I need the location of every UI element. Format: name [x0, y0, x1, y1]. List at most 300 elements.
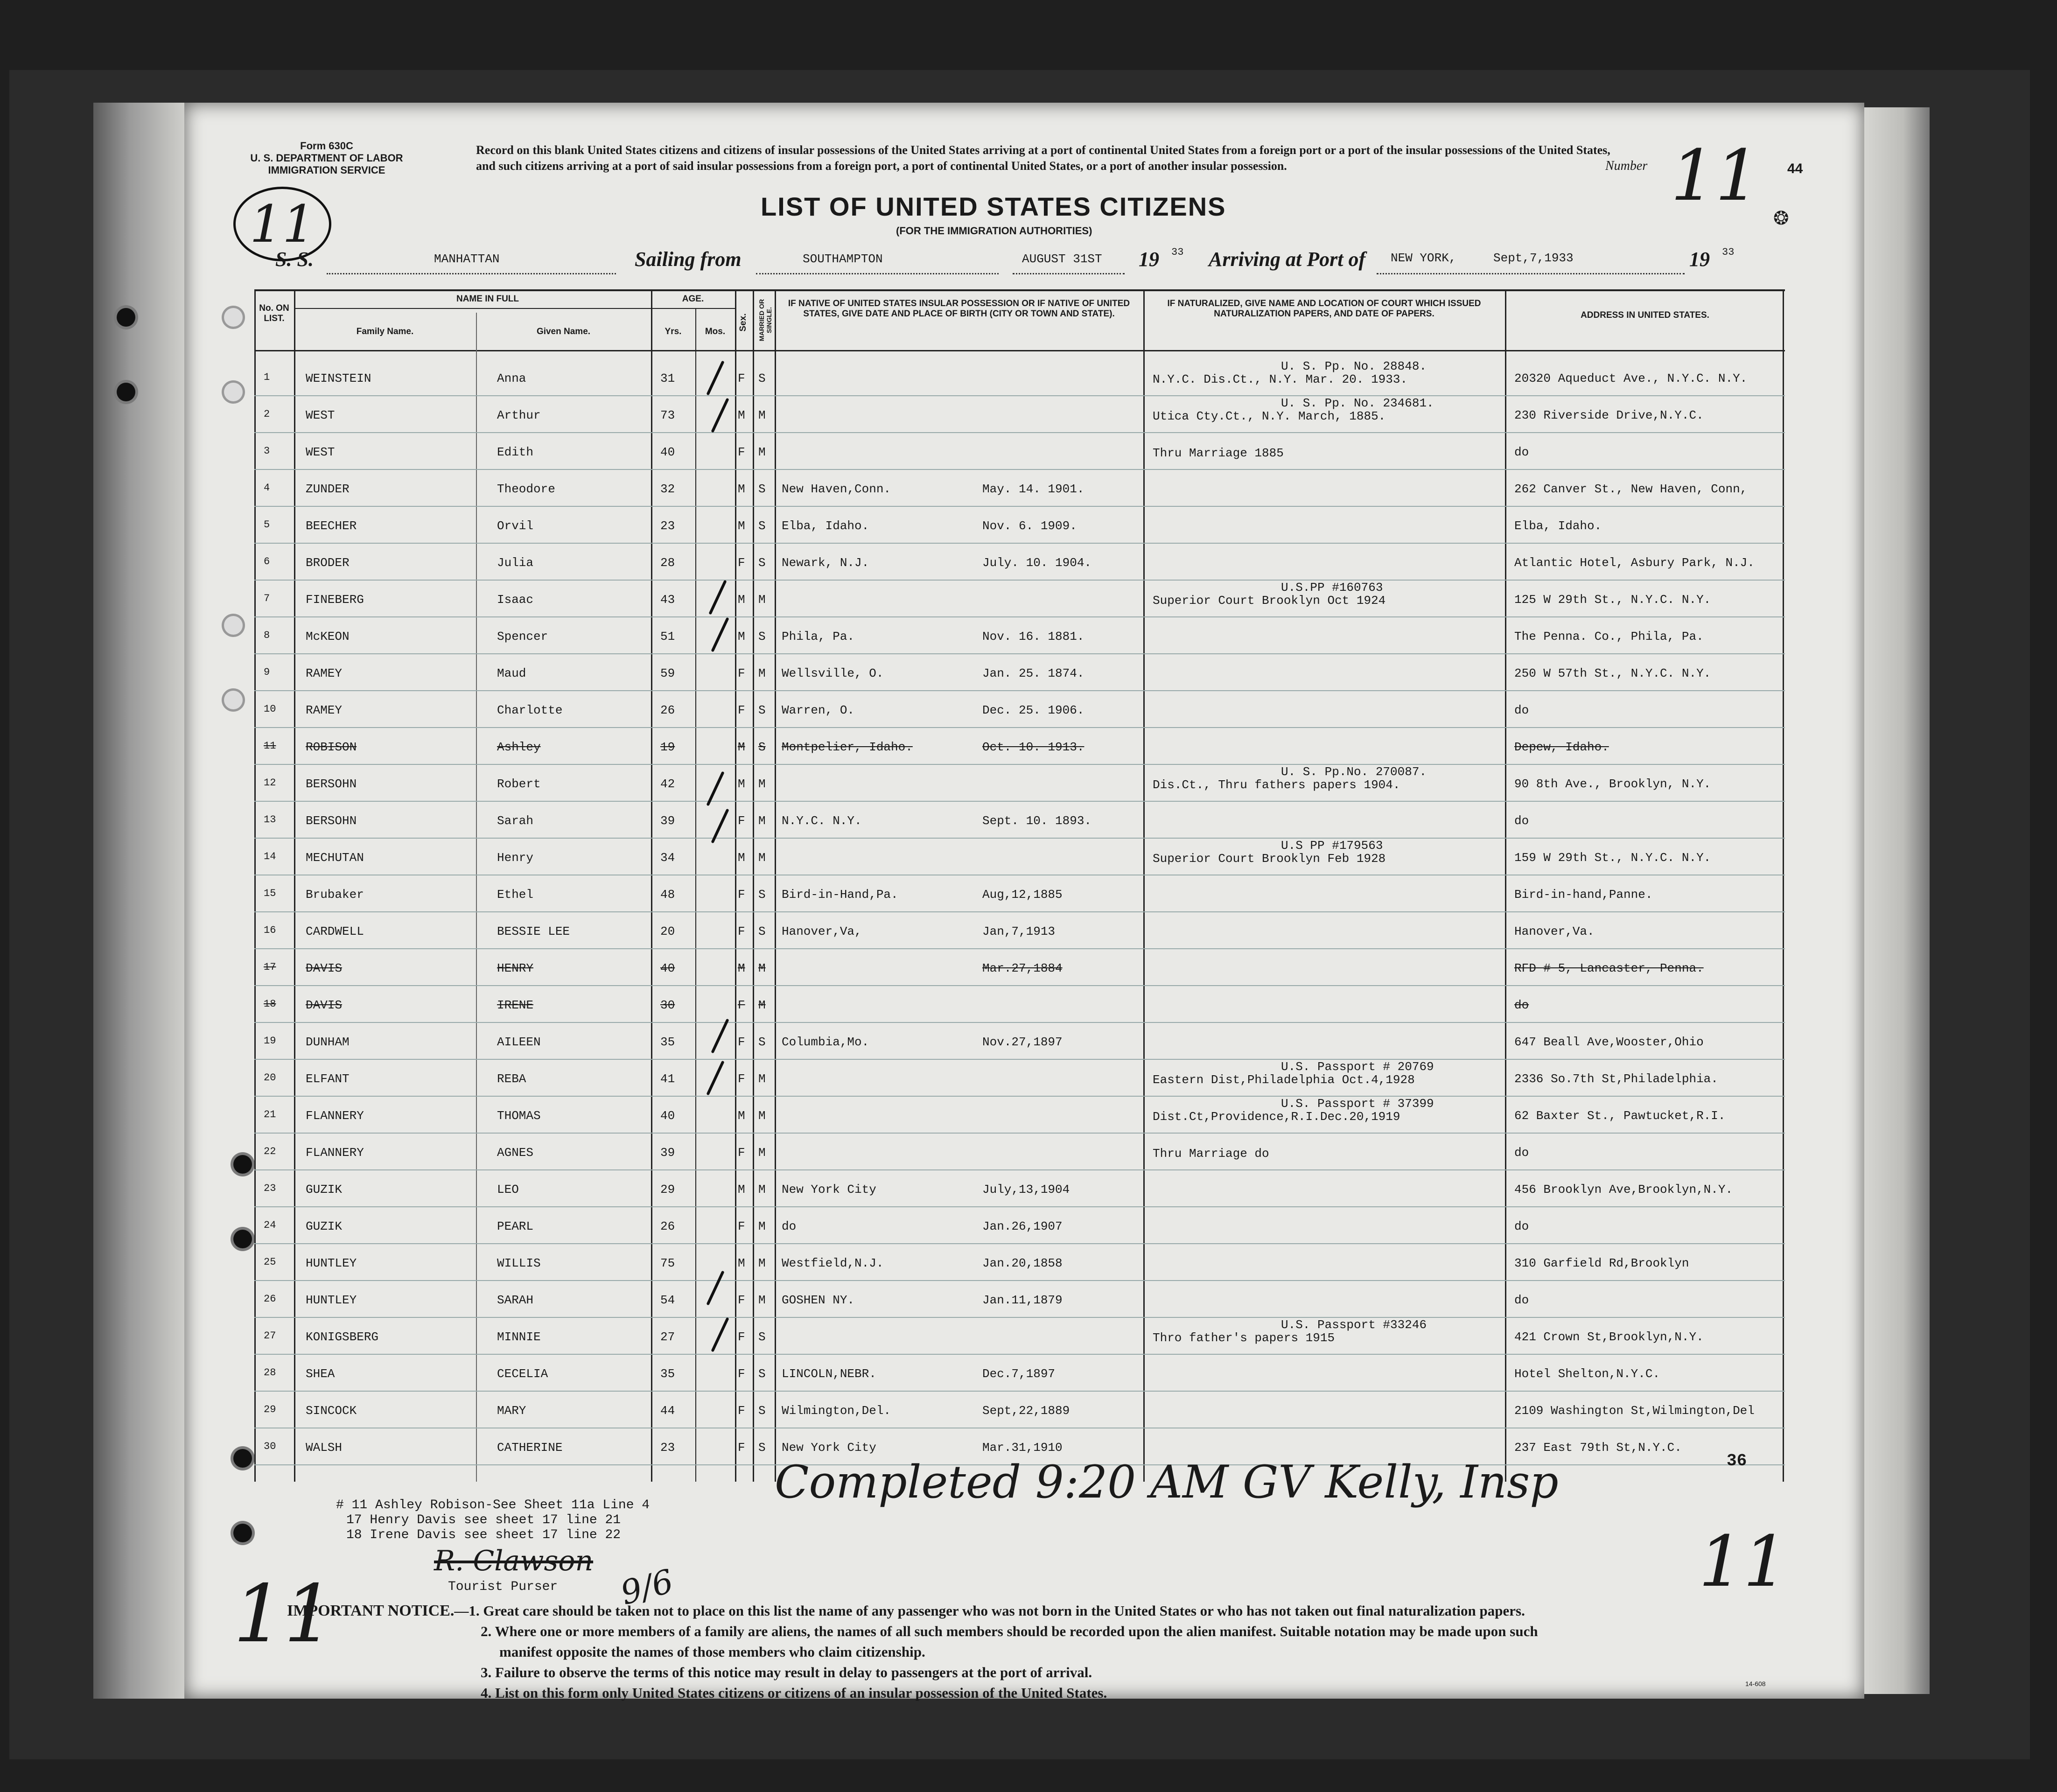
birth-date: Aug,12,1885: [982, 888, 1063, 902]
birth-date: Nov. 16. 1881.: [982, 630, 1084, 644]
marital-status: M: [758, 408, 766, 422]
marital-status: M: [758, 998, 766, 1012]
ss-label: S. S.: [275, 248, 314, 271]
punch-hole: [233, 1230, 252, 1248]
marital-status: S: [758, 556, 766, 570]
family-name: DUNHAM: [306, 1035, 350, 1049]
age-years: 35: [660, 1367, 675, 1381]
table-row: [254, 765, 1785, 801]
notice-block: [287, 1601, 1538, 1703]
family-name: MECHUTAN: [306, 851, 364, 865]
table-row: [254, 1023, 1785, 1059]
sailing-year: 33: [1171, 246, 1184, 258]
given-name: CATHERINE: [497, 1441, 563, 1455]
row-number: 9: [264, 666, 270, 678]
row-number: 26: [264, 1293, 276, 1305]
age-years: 41: [660, 1072, 675, 1086]
address: Hanover,Va.: [1514, 924, 1595, 938]
birth-place: Montpelier, Idaho.: [782, 740, 913, 754]
age-years: 23: [660, 1441, 675, 1455]
address: do: [1514, 703, 1529, 717]
sex: F: [738, 1035, 745, 1049]
footnote-2: 17 Henry Davis see sheet 17 line 21: [346, 1513, 621, 1527]
arriving-year-prefix: 19: [1689, 248, 1710, 271]
row-number: 6: [264, 556, 270, 567]
left-sheet-mark: 11: [233, 1568, 335, 1660]
table-row: [254, 359, 1785, 396]
row-number: 20: [264, 1072, 276, 1084]
age-years: 31: [660, 371, 675, 385]
punch-hole: [233, 1524, 252, 1542]
footnotes: [336, 1498, 650, 1543]
address: RFD # 5, Lancaster, Penna.: [1514, 961, 1704, 975]
birth-place: Newark, N.J.: [782, 556, 869, 570]
punch-hole: [224, 616, 243, 635]
given-name: BESSIE LEE: [497, 924, 570, 938]
row-number: 25: [264, 1256, 276, 1268]
family-name: ZUNDER: [306, 482, 350, 496]
col-age: AGE.: [682, 294, 704, 304]
table-row: [254, 396, 1785, 433]
table-row: [254, 544, 1785, 580]
address: 250 W 57th St., N.Y.C. N.Y.: [1514, 666, 1711, 680]
sex: M: [738, 630, 745, 644]
print-code: 14-608: [1745, 1680, 1766, 1687]
given-name: Maud: [497, 666, 526, 680]
arriving-line: [1377, 264, 1685, 274]
birth-place: New York City: [782, 1183, 876, 1197]
birth-place: Phila, Pa.: [782, 630, 855, 644]
family-name: WALSH: [306, 1441, 343, 1455]
naturalization-line-2: Superior Court Brooklyn Oct 1924: [1153, 594, 1386, 608]
table-row: [254, 654, 1785, 691]
marital-status: S: [758, 630, 766, 644]
table-row: [254, 949, 1785, 986]
naturalization-line-2: Superior Court Brooklyn Feb 1928: [1153, 852, 1386, 866]
row-number: 27: [264, 1330, 276, 1342]
sex: F: [738, 1219, 745, 1233]
address: 20320 Aqueduct Ave., N.Y.C. N.Y.: [1514, 371, 1748, 385]
row-number: 17: [264, 961, 276, 973]
marital-status: M: [758, 1183, 766, 1197]
notice-2b: manifest opposite the names of those members who claim citizenship.: [499, 1644, 925, 1660]
address: do: [1514, 1146, 1529, 1160]
given-name: WILLIS: [497, 1256, 541, 1270]
sex: F: [738, 924, 745, 938]
circled-sheet-number: 11: [233, 187, 331, 261]
table-row: [254, 433, 1785, 469]
given-name: LEO: [497, 1183, 519, 1197]
birth-place: N.Y.C. N.Y.: [782, 814, 862, 828]
birth-date: Sept,22,1889: [982, 1404, 1070, 1418]
punch-hole: [224, 691, 243, 709]
birth-date: May. 14. 1901.: [982, 482, 1084, 496]
given-name: MINNIE: [497, 1330, 541, 1344]
marital-status: M: [758, 1072, 766, 1086]
sex: M: [738, 961, 745, 975]
table-row: [254, 875, 1785, 912]
birth-date: Jan. 25. 1874.: [982, 666, 1084, 680]
notice-1: —1. Great care should be taken not to place on this list the name of any passenger who was not born in the United States or who has not taken out final naturalization papers.: [454, 1603, 1525, 1619]
given-name: Robert: [497, 777, 541, 791]
sailing-year-prefix: 19: [1139, 248, 1159, 271]
given-name: CECELIA: [497, 1367, 548, 1381]
family-name: FLANNERY: [306, 1109, 364, 1123]
naturalization-line-1: U.S.PP #160763: [1281, 581, 1383, 595]
birth-place: Elba, Idaho.: [782, 519, 869, 533]
age-years: 39: [660, 1146, 675, 1160]
naturalization-line-2: Eastern Dist,Philadelphia Oct.4,1928: [1153, 1073, 1415, 1087]
family-name: KONIGSBERG: [306, 1330, 379, 1344]
family-name: ROBISON: [306, 740, 357, 754]
age-years: 75: [660, 1256, 675, 1270]
family-name: ELFANT: [306, 1072, 350, 1086]
address: 647 Beall Ave,Wooster,Ohio: [1514, 1035, 1704, 1049]
age-years: 44: [660, 1404, 675, 1418]
given-name: HENRY: [497, 961, 534, 975]
birth-date: Oct. 10. 1913.: [982, 740, 1084, 754]
given-name: IRENE: [497, 998, 534, 1012]
age-years: 34: [660, 851, 675, 865]
sex: M: [738, 1256, 745, 1270]
marital-status: S: [758, 482, 766, 496]
birth-date: Sept. 10. 1893.: [982, 814, 1092, 828]
col-yrs: Yrs.: [665, 327, 682, 336]
sex: M: [738, 593, 745, 607]
birth-date: Mar.27,1884: [982, 961, 1063, 975]
col-address: ADDRESS IN UNITED STATES.: [1581, 310, 1709, 320]
table-row: [254, 802, 1785, 838]
table-row: [254, 1392, 1785, 1428]
age-years: 29: [660, 1183, 675, 1197]
given-name: MARY: [497, 1404, 526, 1418]
address: 456 Brooklyn Ave,Brooklyn,N.Y.: [1514, 1183, 1733, 1197]
age-years: 43: [660, 593, 675, 607]
row-number: 15: [264, 888, 276, 899]
marital-status: M: [758, 666, 766, 680]
col-birth: IF NATIVE OF UNITED STATES INSULAR POSSESSION OR IF NATIVE OF UNITED STATES, GIVE DATE AND PLACE OF BIRTH (CITY OR TOWN AND STATE).: [788, 299, 1130, 319]
family-name: WEST: [306, 445, 335, 459]
address: 230 Riverside Drive,N.Y.C.: [1514, 408, 1704, 422]
family-name: BRODER: [306, 556, 350, 570]
row-number: 22: [264, 1146, 276, 1157]
family-name: BERSOHN: [306, 777, 357, 791]
naturalization-line-1: U.S. Passport # 20769: [1281, 1060, 1434, 1074]
punch-hole: [224, 383, 243, 401]
col-family-name: Family Name.: [356, 327, 414, 336]
given-name: Henry: [497, 851, 534, 865]
naturalization-line-1: U.S. Passport #33246: [1281, 1318, 1427, 1332]
row-number: 4: [264, 482, 270, 494]
table-row: [254, 581, 1785, 617]
family-name: DAVIS: [306, 998, 343, 1012]
completed-note: Completed 9:20 AM GV Kelly, Insp: [775, 1456, 1559, 1508]
naturalization-line-1: U. S. Pp. No. 28848.: [1281, 359, 1427, 373]
address: Depew, Idaho.: [1514, 740, 1609, 754]
sex: F: [738, 1293, 745, 1307]
number-label: Number: [1605, 159, 1648, 173]
naturalization-line-2: Thru Marriage 1885: [1153, 446, 1284, 460]
birth-place: do: [782, 1219, 797, 1233]
sex: M: [738, 519, 745, 533]
sailing-date: AUGUST 31ST: [1022, 252, 1102, 266]
birth-place: New Haven,Conn.: [782, 482, 891, 496]
birth-place: LINCOLN,NEBR.: [782, 1367, 876, 1381]
family-name: GUZIK: [306, 1183, 343, 1197]
marital-status: M: [758, 961, 766, 975]
footnote-3: 18 Irene Davis see sheet 17 line 22: [346, 1528, 621, 1542]
notice-4: 4. List on this form only United States citizens or citizens of an insular possession of the United States.: [481, 1685, 1107, 1701]
row-number: 30: [264, 1441, 276, 1452]
stamp-icon: ❂: [1773, 208, 1789, 229]
row-number: 1: [264, 371, 270, 383]
naturalization-line-1: U. S. Pp.No. 270087.: [1281, 765, 1427, 779]
page-stamp: 44: [1787, 161, 1803, 176]
naturalization-line-2: Thro father's papers 1915: [1153, 1331, 1335, 1345]
birth-date: Jan,7,1913: [982, 924, 1056, 938]
number-value: 11: [1671, 135, 1760, 217]
row-number: 8: [264, 630, 270, 641]
punch-hole: [117, 308, 135, 327]
age-years: 48: [660, 888, 675, 902]
naturalization-line-1: U.S PP #179563: [1281, 839, 1383, 853]
row-number: 10: [264, 703, 276, 715]
given-name: Edith: [497, 445, 534, 459]
given-name: AGNES: [497, 1146, 534, 1160]
table-row: [254, 728, 1785, 764]
age-years: 20: [660, 924, 675, 938]
birth-date: July. 10. 1904.: [982, 556, 1092, 570]
row-number: 2: [264, 408, 270, 420]
age-years: 40: [660, 1109, 675, 1123]
marital-status: S: [758, 888, 766, 902]
table-row: [254, 507, 1785, 543]
inspector-initials: 9/6: [616, 1561, 678, 1613]
marital-status: M: [758, 1293, 766, 1307]
given-name: THOMAS: [497, 1109, 541, 1123]
age-years: 73: [660, 408, 675, 422]
table-row: [254, 912, 1785, 949]
row-number: 24: [264, 1219, 276, 1231]
birth-date: Nov.27,1897: [982, 1035, 1063, 1049]
given-name: SARAH: [497, 1293, 534, 1307]
marital-status: S: [758, 519, 766, 533]
sex: M: [738, 740, 745, 754]
address: The Penna. Co., Phila, Pa.: [1514, 630, 1704, 644]
address: Atlantic Hotel, Asbury Park, N.J.: [1514, 556, 1755, 570]
row-number: 18: [264, 998, 276, 1010]
address: 421 Crown St,Brooklyn,N.Y.: [1514, 1330, 1704, 1344]
age-years: 27: [660, 1330, 675, 1344]
table-row: [254, 1170, 1785, 1207]
sex: F: [738, 998, 745, 1012]
ship-name: MANHATTAN: [434, 252, 500, 266]
age-years: 32: [660, 482, 675, 496]
col-mos: Mos.: [705, 327, 726, 336]
marital-status: S: [758, 703, 766, 717]
address: do: [1514, 1293, 1529, 1307]
address: 2336 So.7th St,Philadelphia.: [1514, 1072, 1718, 1086]
address: Bird-in-hand,Panne.: [1514, 888, 1653, 902]
sex: F: [738, 666, 745, 680]
family-name: FINEBERG: [306, 593, 364, 607]
purser-title: Tourist Purser: [448, 1580, 558, 1594]
given-name: Orvil: [497, 519, 534, 533]
table-row: [254, 1244, 1785, 1281]
punch-hole: [233, 1155, 252, 1174]
col-no: No. ON LIST.: [259, 303, 289, 323]
table-row: [254, 691, 1785, 728]
address: 310 Garfield Rd,Brooklyn: [1514, 1256, 1689, 1270]
age-years: 40: [660, 961, 675, 975]
birth-date: Mar.31,1910: [982, 1441, 1063, 1455]
address: 62 Baxter St., Pawtucket,R.I.: [1514, 1109, 1726, 1123]
form-header: [219, 140, 434, 176]
row-number: 29: [264, 1404, 276, 1415]
marital-status: M: [758, 1109, 766, 1123]
age-years: 35: [660, 1035, 675, 1049]
birth-date: Jan.11,1879: [982, 1293, 1063, 1307]
given-name: Anna: [497, 371, 526, 385]
address: 262 Canver St., New Haven, Conn,: [1514, 482, 1748, 496]
family-name: Brubaker: [306, 888, 364, 902]
naturalization-line-1: U.S. Passport # 37399: [1281, 1097, 1434, 1111]
marital-status: M: [758, 1219, 766, 1233]
punch-hole: [224, 308, 243, 327]
sex: M: [738, 851, 745, 865]
marital-status: M: [758, 445, 766, 459]
sex: F: [738, 445, 745, 459]
age-years: 30: [660, 998, 675, 1012]
service-line: IMMIGRATION SERVICE: [268, 164, 385, 176]
address: 159 W 29th St., N.Y.C. N.Y.: [1514, 851, 1711, 865]
address: Elba, Idaho.: [1514, 519, 1602, 533]
table-row: [254, 1134, 1785, 1170]
birth-place: Hanover,Va,: [782, 924, 862, 938]
given-name: Spencer: [497, 630, 548, 644]
marital-status: M: [758, 814, 766, 828]
notice-2a: 2. Where one or more members of a family are aliens, the names of all such members should be recorded upon the alien manifest. Suitable notation may be made upon such: [481, 1623, 1538, 1639]
col-given-name: Given Name.: [536, 327, 591, 336]
naturalization-line-2: N.Y.C. Dis.Ct., N.Y. Mar. 20. 1933.: [1153, 372, 1408, 386]
birth-date: Dec. 25. 1906.: [982, 703, 1084, 717]
age-years: 40: [660, 445, 675, 459]
address: Hotel Shelton,N.Y.C.: [1514, 1367, 1660, 1381]
age-years: 23: [660, 519, 675, 533]
family-name: WEST: [306, 408, 335, 422]
row-number: 16: [264, 924, 276, 936]
family-name: DAVIS: [306, 961, 343, 975]
row-number: 13: [264, 814, 276, 826]
purser-signature: R. Clawson: [434, 1545, 594, 1577]
notice-3: 3. Failure to observe the terms of this notice may result in delay to passengers at the port of arrival.: [481, 1664, 1092, 1680]
row-number: 12: [264, 777, 276, 789]
naturalization-line-2: Thru Marriage do: [1153, 1147, 1269, 1161]
sex: M: [738, 777, 745, 791]
birth-place: GOSHEN NY.: [782, 1293, 855, 1307]
sex: F: [738, 814, 745, 828]
sex: F: [738, 1330, 745, 1344]
sex: M: [738, 1109, 745, 1123]
row-number: 11: [264, 740, 276, 752]
age-years: 39: [660, 814, 675, 828]
table-row: [254, 1097, 1785, 1133]
marital-status: S: [758, 740, 766, 754]
address: do: [1514, 814, 1529, 828]
given-name: Ethel: [497, 888, 534, 902]
given-name: REBA: [497, 1072, 526, 1086]
table-row: [254, 1318, 1785, 1354]
row-number: 23: [264, 1183, 276, 1194]
birth-place: Columbia,Mo.: [782, 1035, 869, 1049]
sex: M: [738, 408, 745, 422]
arriving-year: 33: [1722, 246, 1735, 258]
list-title: LIST OF UNITED STATES CITIZENS: [761, 192, 1226, 221]
marital-status: S: [758, 1441, 766, 1455]
punch-hole: [117, 383, 135, 401]
age-years: 51: [660, 630, 675, 644]
table-row: [254, 617, 1785, 654]
marital-status: S: [758, 1035, 766, 1049]
marital-status: M: [758, 1146, 766, 1160]
marital-status: S: [758, 924, 766, 938]
address: do: [1514, 445, 1529, 459]
sex: F: [738, 1441, 745, 1455]
col-married: MARRIED OR SINGLE.: [758, 299, 773, 342]
row-number: 7: [264, 593, 270, 604]
sailing-port: SOUTHAMPTON: [803, 252, 883, 266]
age-years: 42: [660, 777, 675, 791]
family-name: FLANNERY: [306, 1146, 364, 1160]
address: 2109 Washington St,Wilmington,Del: [1514, 1404, 1755, 1418]
record-instructions: Record on this blank United States citizens and citizens of insular possessions of the United States arriving at a port of continental United States from a foreign port or a port of the insular possessions of the United States, and such citizens arriving at a port of said insular possessions from a foreign port, a port of continental United States, or a port of another insular possession.: [476, 143, 1610, 173]
sex: F: [738, 1072, 745, 1086]
family-name: BERSOHN: [306, 814, 357, 828]
row-number: 14: [264, 851, 276, 862]
given-name: Julia: [497, 556, 534, 570]
given-name: Charlotte: [497, 703, 563, 717]
table-row: [254, 1207, 1785, 1244]
given-name: Sarah: [497, 814, 534, 828]
passenger-table: [254, 289, 1785, 1484]
table-row: [254, 1060, 1785, 1096]
family-name: RAMEY: [306, 666, 343, 680]
address: 90 8th Ave., Brooklyn, N.Y.: [1514, 777, 1711, 791]
sex: F: [738, 888, 745, 902]
birth-place: New York City: [782, 1441, 876, 1455]
table-row: [254, 470, 1785, 506]
col-naturalized: IF NATURALIZED, GIVE NAME AND LOCATION OF COURT WHICH ISSUED NATURALIZATION PAPERS, AND DATE OF PAPERS.: [1167, 299, 1481, 319]
footnote-1: # 11 Ashley Robison-See Sheet 11a Line 4: [336, 1498, 650, 1512]
age-years: 26: [660, 703, 675, 717]
marital-status: S: [758, 371, 766, 385]
family-name: WEINSTEIN: [306, 371, 371, 385]
family-name: McKEON: [306, 630, 350, 644]
form-number: Form 630C: [300, 140, 353, 152]
marital-status: M: [758, 851, 766, 865]
marital-status: M: [758, 593, 766, 607]
family-name: BEECHER: [306, 519, 357, 533]
birth-place: Wellsville, O.: [782, 666, 884, 680]
marital-status: S: [758, 1367, 766, 1381]
sex: F: [738, 1367, 745, 1381]
row-number: 28: [264, 1367, 276, 1379]
address: do: [1514, 998, 1529, 1012]
table-row: [254, 1281, 1785, 1317]
age-years: 28: [660, 556, 675, 570]
row-number: 5: [264, 519, 270, 531]
address: 237 East 79th St,N.Y.C.: [1514, 1441, 1682, 1455]
